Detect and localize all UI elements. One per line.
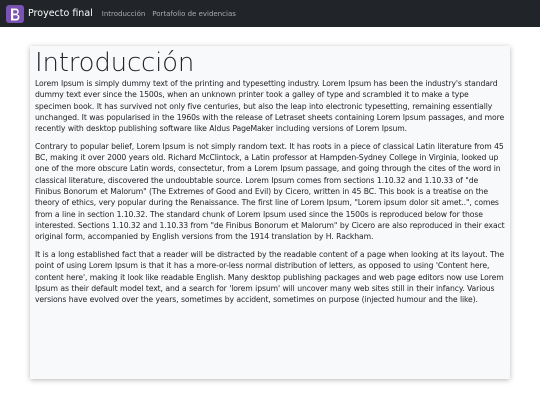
nav-link-introduccion[interactable]: Introducción xyxy=(101,9,146,18)
bootstrap-logo-icon xyxy=(6,5,28,23)
brand-link[interactable] xyxy=(6,5,93,23)
top-navbar xyxy=(0,0,540,27)
paragraph-1: Lorem Ipsum is simply dummy text of the printing and typesetting industry. Lorem Ipsum has been the industry's standard dummy text ever since the 1500s, when an unknown printer took a galley of type and scrambled it to make a type specimen book. It has survived not only five centuries, but also the leap into electronic typesetting, remaining essentially unchanged. It was popularised in the 1960s with the release of Letraset sheets containing Lorem Ipsum passages, and more recently with desktop publishing software like Aldus PageMaker including versions of Lorem Ipsum. xyxy=(35,79,505,134)
paragraph-3: It is a long established fact that a reader will be distracted by the readable content of a page when looking at its layout. The point of using Lorem Ipsum is that it has a more-or-less normal distribution of letters, as opposed to using 'Content here, content here', making it look like readable English. Many desktop publishing packages and web page editors now use Lorem Ipsum as their default model text, and a search for 'lorem ipsum' will uncover many web sites still in their infancy. Various versions have evolved over the years, sometimes by accident, sometimes on purpose (injected humour and the like). xyxy=(35,249,504,305)
paragraph-2: Contrary to popular belief, Lorem Ipsum is not simply random text. It has roots in a piece of classical Latin literature from 45 BC, making it over 2000 years old. Richard McClintock, a Latin professor at Hampden-Sydney College in Virginia, looked up one of the more obscure Latin words, consectetur, from a Lorem Ipsum passage, and going through the cites of the word in classical literature, discovered the undoubtable source. Lorem Ipsum comes from sections 1.10.32 and 1.10.33 of "de Finibus Bonorum et Malorum" (The Extremes of Good and Evil) by Cicero, written in 45 BC. This book is a treatise on the theory of ethics, very popular during the Renaissance. The first line of Lorem Ipsum, "Lorem ipsum dolor sit amet..", comes from a line in section 1.10.32. The standard chunk of Lorem Ipsum used since the 1500s is reproduced below for those interested. Sections 1.10.32 and 1.10.33 from "de Finibus Bonorum et Malorum" by Cicero are also reproduced in their exact original form, accompanied by English versions from the 1914 translation by H. Rackham. xyxy=(35,141,505,242)
nav-link-portafolio[interactable]: Portafolio de evidencias xyxy=(152,9,236,18)
content-card xyxy=(30,46,510,379)
brand-text: Proyecto final xyxy=(28,8,93,19)
page-title: Introducción xyxy=(35,48,195,78)
